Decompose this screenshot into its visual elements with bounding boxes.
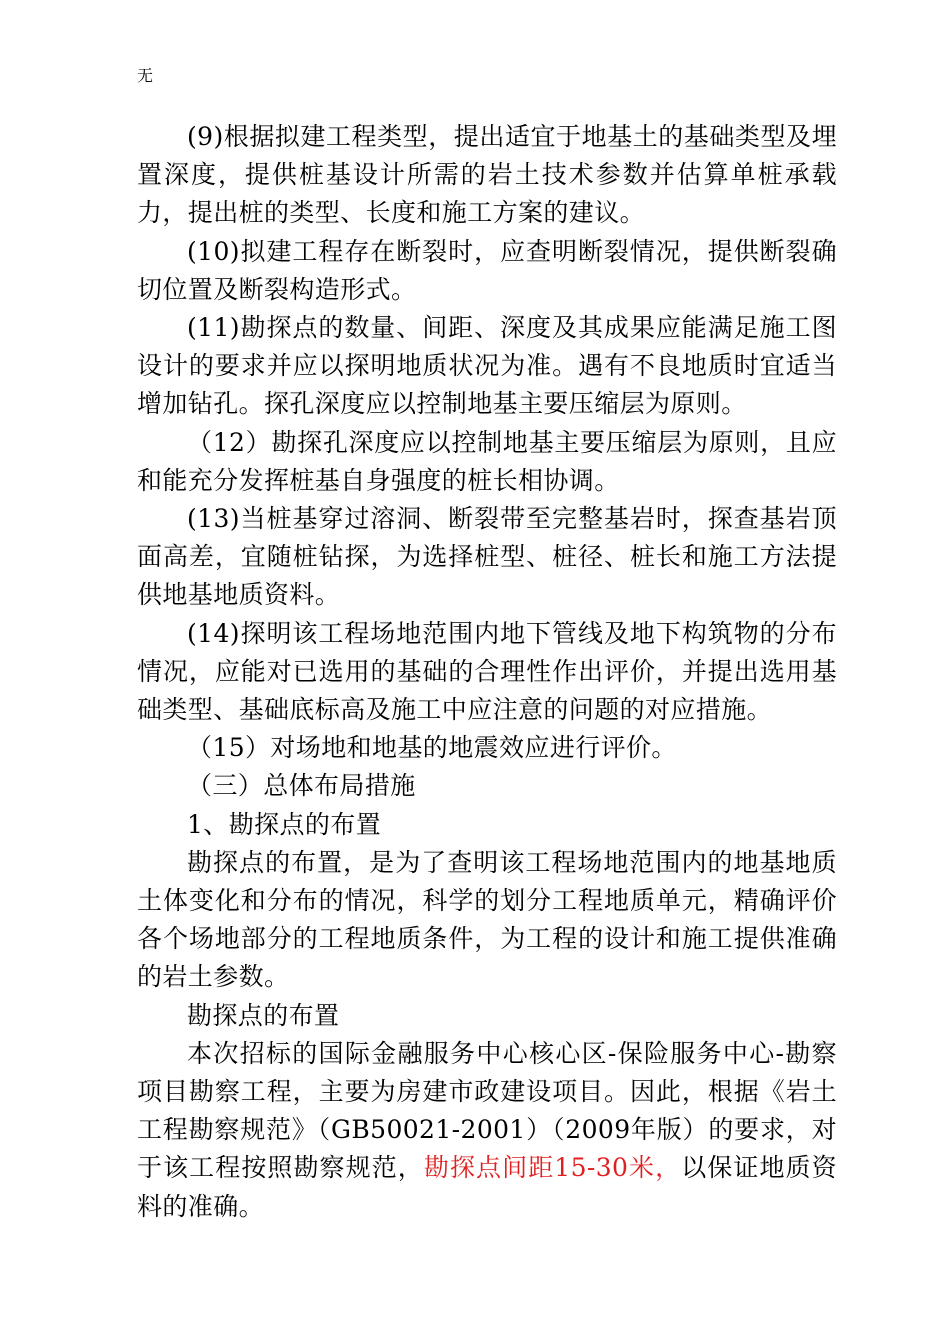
paragraph-layout-purpose: 勘探点的布置，是为了查明该工程场地范围内的地基地质土体变化和分布的情况，科学的划分工程地质单元，精确评价各个场地部分的工程地质条件，为工程的设计和施工提供准确的岩土参数。 (137, 847, 837, 992)
spacing-highlight: 勘探点间距15-30米， (423, 1153, 682, 1183)
subsection-heading-1: 1、勘探点的布置 (187, 809, 382, 839)
paragraph-item-14: (14)探明该工程场地范围内地下管线及地下构筑物的分布情况，应能对已选用的基础的合理性作出评价，并提出选用基础类型、基础底标高及施工中应注意的问题的对应措施。 (137, 618, 837, 725)
document-body (137, 118, 837, 1226)
page-header: 无 (137, 66, 154, 85)
paragraph-item-9: (9)根据拟建工程类型，提出适宜于地基土的基础类型及埋置深度，提供桩基设计所需的岩土技术参数并估算单桩承载力，提出桩的类型、长度和施工方案的建议。 (137, 122, 837, 228)
project-text-before: 本次招标的国际金融服务中心核心区-保险服务中心-勘察项目勘察工程，主要为房建市政建设项目。因此，根据《岩土工程勘察规范》（GB50021-2001）（2009年版）的要求，对于该工程按照勘察规范， (137, 1038, 837, 1183)
paragraph-item-10: (10)拟建工程存在断裂时，应查明断裂情况，提供断裂确切位置及断裂构造形式。 (137, 236, 837, 304)
paragraph-item-15: （15）对场地和地基的地震效应进行评价。 (187, 733, 677, 763)
section-heading-3: （三）总体布局措施 (187, 771, 416, 801)
paragraph-project-spacing (137, 1035, 837, 1226)
paragraph-item-13: (13)当桩基穿过溶洞、断裂带至完整基岩时，探查基岩顶面高差，宜随桩钻探，为选择桩型、桩径、桩长和施工方法提供地基地质资料。 (137, 504, 837, 610)
project-text-after: 以保证地质资料的准确。 (137, 1153, 838, 1221)
paragraph-layout-heading: 勘探点的布置 (187, 1000, 340, 1030)
paragraph-item-11: (11)勘探点的数量、间距、深度及其成果应能满足施工图设计的要求并应以探明地质状况为准。遇有不良地质时宜适当增加钻孔。探孔深度应以控制地基主要压缩层为原则。 (137, 313, 837, 419)
paragraph-item-12: （12）勘探孔深度应以控制地基主要压缩层为原则，且应和能充分发挥桩基自身强度的桩长相协调。 (137, 427, 837, 495)
